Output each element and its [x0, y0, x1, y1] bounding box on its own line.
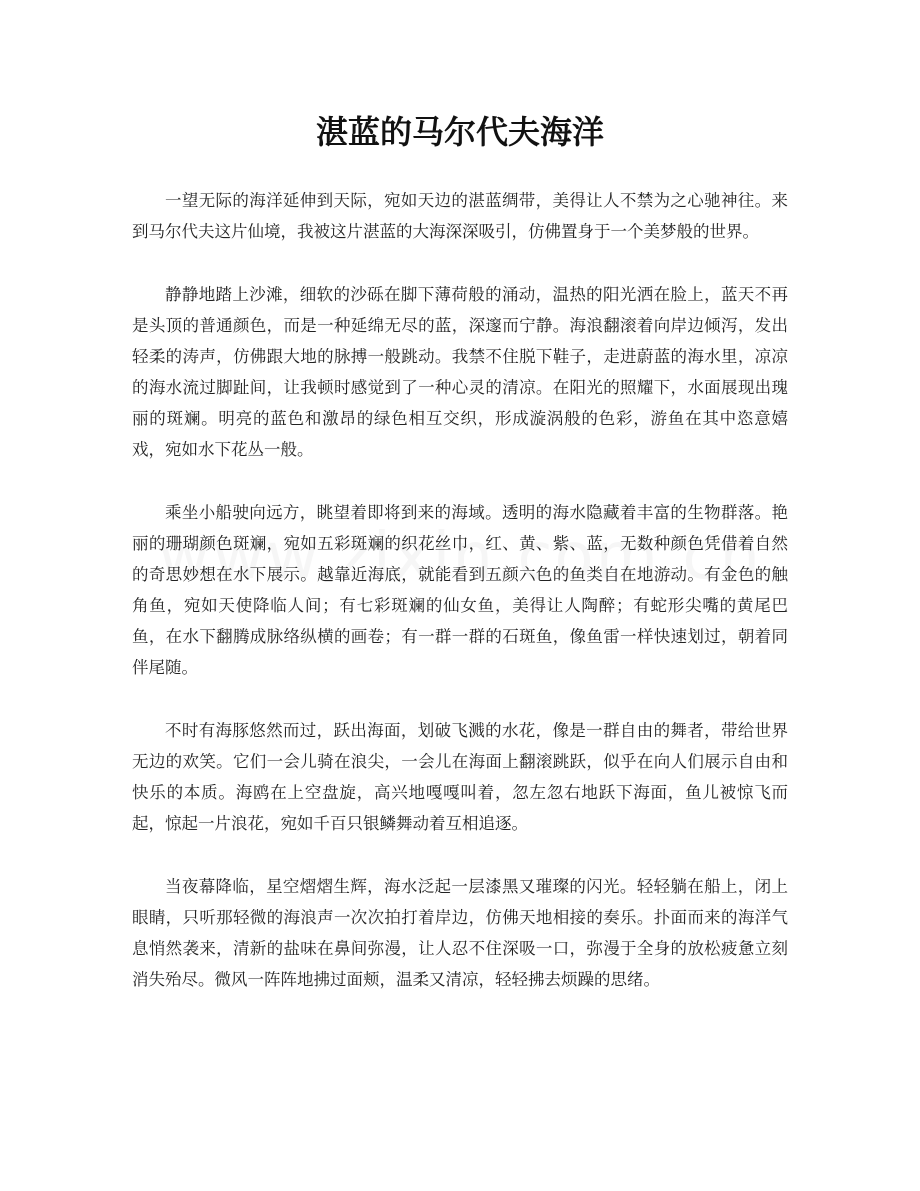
paragraph-1: 一望无际的海洋延伸到天际，宛如天边的湛蓝绸带，美得让人不禁为之心驰神往。来到马尔代夫这片仙境，我被这片湛蓝的大海深深吸引，仿佛置身于一个美梦般的世界。 [132, 191, 788, 241]
paragraph-4: 不时有海豚悠然而过，跃出海面，划破飞溅的水花，像是一群自由的舞者，带给世界无边的欢笑。它们一会儿骑在浪尖，一会儿在海面上翻滚跳跃，似乎在向人们展示自由和快乐的本质。海鸥在上空盘旋，高兴地嘎嘎叫着，忽左忽右地跃下海面，鱼儿被惊飞而起，惊起一片浪花，宛如千百只银鳞舞动着互相追逐。 [132, 721, 788, 833]
paragraph-5: 当夜幕降临，星空熠熠生辉，海水泛起一层漆黑又璀璨的闪光。轻轻躺在船上，闭上眼睛，只听那轻微的海浪声一次次拍打着岸边，仿佛天地相接的奏乐。扑面而来的海洋气息悄然袭来，清新的盐味在鼻间弥漫，让人忍不住深吸一口，弥漫于全身的放松疲惫立刻消失殆尽。微风一阵阵地拂过面颊，温柔又清凉，轻轻拂去烦躁的思绪。 [132, 877, 788, 989]
article-body [132, 185, 788, 1027]
paragraph-3: 乘坐小船驶向远方，眺望着即将到来的海域。透明的海水隐藏着丰富的生物群落。艳丽的珊瑚颜色斑斓，宛如五彩斑斓的织花丝巾，红、黄、紫、蓝，无数种颜色凭借着自然的奇思妙想在水下展示。越靠近海底，就能看到五颜六色的鱼类自在地游动。有金色的触角鱼，宛如天使降临人间；有七彩斑斓的仙女鱼，美得让人陶醉；有蛇形尖嘴的黄尾巴鱼，在水下翻腾成脉络纵横的画卷；有一群一群的石斑鱼，像鱼雷一样快速划过，朝着同伴尾随。 [132, 503, 788, 677]
paragraph-2: 静静地踏上沙滩，细软的沙砾在脚下薄荷般的涌动，温热的阳光洒在脸上，蓝天不再是头顶的普通颜色，而是一种延绵无尽的蓝，深邃而宁静。海浪翻滚着向岸边倾泻，发出轻柔的涛声，仿佛跟大地的脉搏一般跳动。我禁不住脱下鞋子，走进蔚蓝的海水里，凉凉的海水流过脚趾间，让我顿时感觉到了一种心灵的清凉。在阳光的照耀下，水面展现出瑰丽的斑斓。明亮的蓝色和激昂的绿色相互交织，形成漩涡般的色彩，游鱼在其中恣意嬉戏，宛如水下花丛一般。 [132, 285, 788, 459]
page-title: 湛蓝的马尔代夫海洋 [315, 113, 604, 151]
